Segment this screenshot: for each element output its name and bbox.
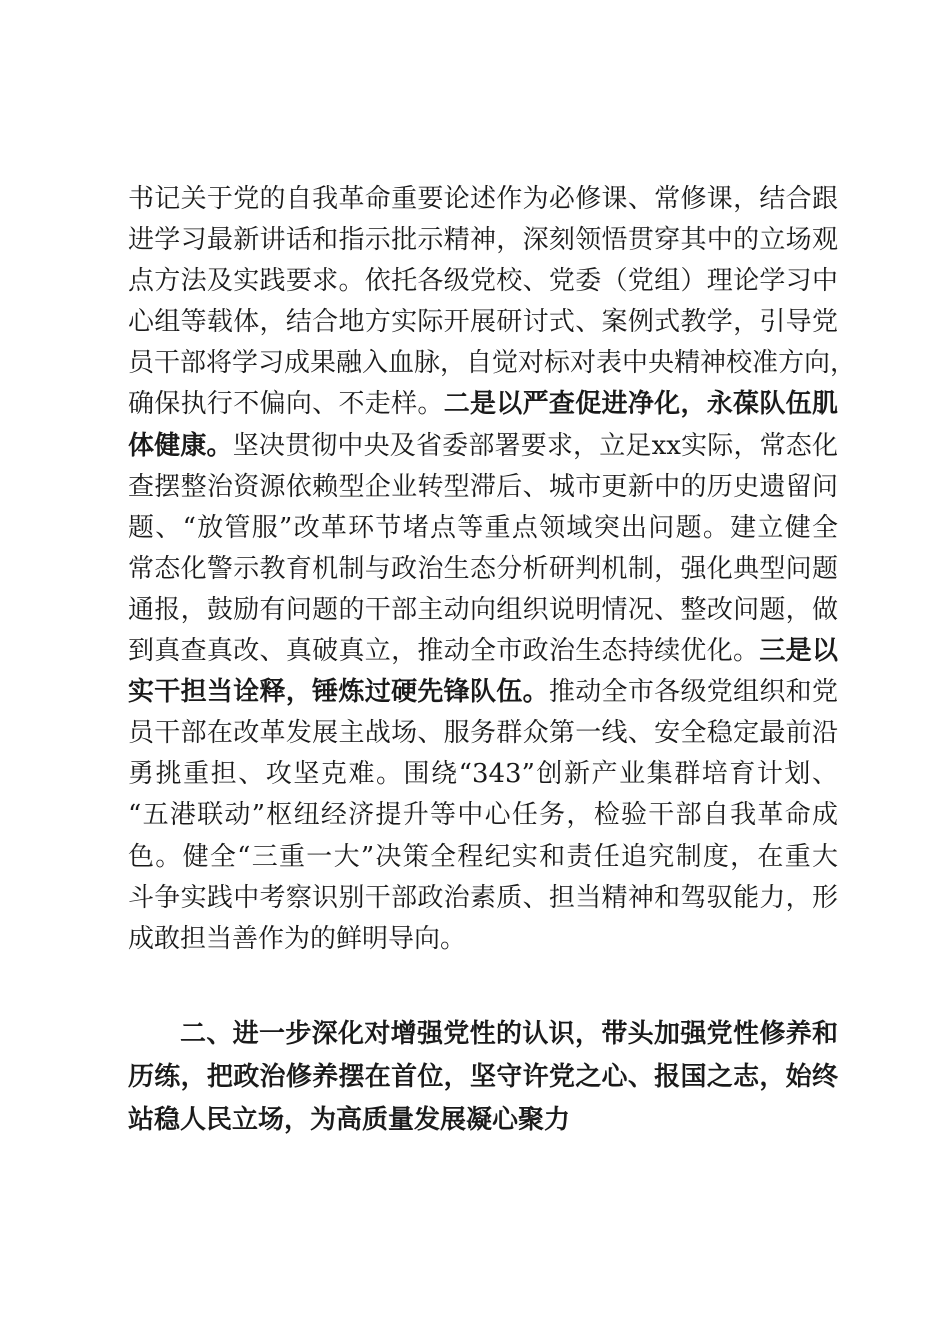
text-line: 常态化警示教育机制与政治生态分析研判机制，强化典型问题 — [128, 553, 838, 584]
bold-point-heading: 实干担当诠释，锤炼过硬先锋队伍。 — [128, 677, 549, 708]
text-line — [128, 384, 838, 425]
bold-point-heading: 三是以 — [759, 636, 838, 667]
text-line: 心组等载体，结合地方实际开展研讨式、案例式教学，引导党 — [128, 307, 838, 338]
text-line: “五港联动”枢纽经济提升等中心任务，检验干部自我革命成 — [128, 800, 838, 831]
text-line: 题、“放管服”改革环节堵点等重点领域突出问题。建立健全 — [128, 512, 838, 543]
text-line: 勇挑重担、攻坚克难。围绕“343”创新产业集群培育计划、 — [128, 759, 838, 790]
text-line — [128, 426, 838, 467]
section-heading — [128, 1013, 838, 1142]
text-line: 员干部在改革发展主战场、服务群众第一线、安全稳定最前沿 — [128, 718, 838, 749]
bold-point-heading: 体健康。 — [128, 430, 233, 461]
text-run: 坚决贯彻中央及省委部署要求，立足xx实际，常态化 — [232, 430, 838, 461]
bold-point-heading: 二是以严查促进净化，永葆队伍肌 — [443, 389, 838, 420]
text-line: 通报，鼓励有问题的干部主动向组织说明情况、整改问题，做 — [128, 594, 838, 625]
text-line: 成敢担当善作为的鲜明导向。 — [128, 923, 467, 954]
text-run: 推动全市各级党组织和党 — [548, 677, 838, 708]
text-line: 进学习最新讲话和指示批示精神，深刻领悟贯穿其中的立场观 — [128, 225, 838, 256]
text-line: 查摆整治资源依赖型企业转型滞后、城市更新中的历史遗留问 — [128, 471, 838, 502]
text-line: 书记关于党的自我革命重要论述作为必修课、常修课，结合跟 — [128, 184, 838, 214]
text-line: 斗争实践中考察识别干部政治素质、担当精神和驾驭能力，形 — [128, 882, 838, 913]
text-run: 确保执行不偏向、不走样。 — [128, 389, 444, 420]
text-line: 点方法及实践要求。依托各级党校、党委（党组）理论学习中 — [128, 266, 838, 297]
text-line: 色。健全“三重一大”决策全程纪实和责任追究制度，在重大 — [128, 841, 838, 872]
heading-line: 历练，把政治修养摆在首位，坚守许党之心、报国之志，始终 — [128, 1062, 838, 1092]
text-line: 员干部将学习成果融入血脉，自觉对标对表中央精神校准方向， — [128, 348, 857, 379]
heading-line: 站稳人民立场，为高质量发展凝心聚力 — [128, 1105, 571, 1135]
text-line — [128, 631, 838, 672]
text-line — [128, 672, 838, 713]
body-paragraph — [128, 179, 857, 960]
text-run: 到真查真改、真破真立，推动全市政治生态持续优化。 — [128, 636, 760, 667]
heading-line: 二、进一步深化对增强党性的认识，带头加强党性修养和 — [180, 1019, 838, 1049]
